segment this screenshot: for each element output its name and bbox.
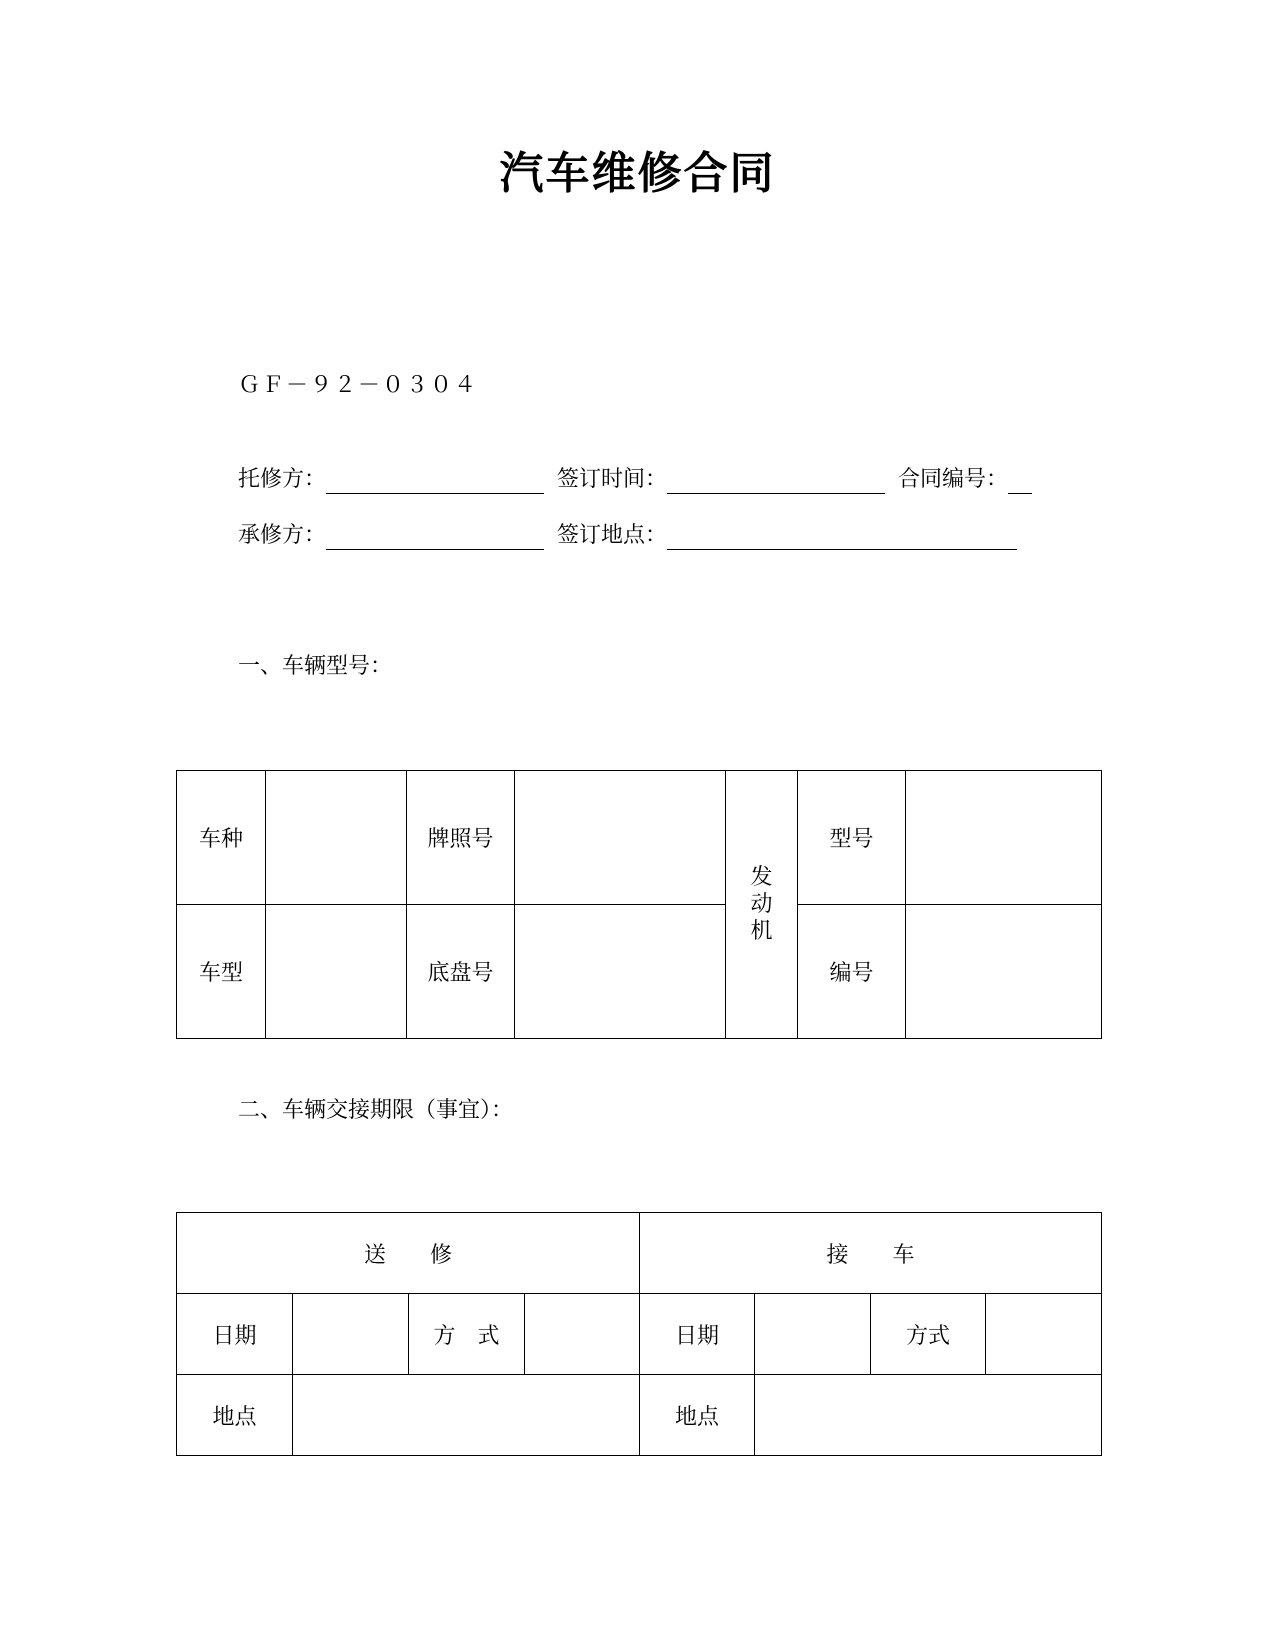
sign-place-label: 签订地点：	[557, 523, 668, 548]
plate-no-label: 牌照号	[407, 771, 515, 905]
sign-place-blank[interactable]	[667, 523, 1017, 550]
pickup-method-label: 方式	[871, 1294, 986, 1375]
vehicle-info-table	[176, 770, 1102, 1039]
repairer-blank[interactable]	[326, 523, 544, 550]
client-blank[interactable]	[326, 467, 544, 494]
engine-model-value[interactable]	[906, 771, 1102, 905]
engine-label	[726, 771, 798, 1039]
contract-no-label: 合同编号：	[898, 467, 1009, 492]
sign-time-blank[interactable]	[667, 467, 885, 494]
pickup-place-label: 地点	[640, 1375, 755, 1456]
send-method-value[interactable]	[525, 1294, 640, 1375]
repairer-label: 承修方：	[238, 523, 327, 548]
send-place-label: 地点	[177, 1375, 293, 1456]
pickup-date-label: 日期	[640, 1294, 755, 1375]
engine-label-char: 动	[750, 892, 773, 917]
document-code: ＧＦ－９２－０３０４	[238, 373, 479, 398]
section-1-heading: 一、车辆型号：	[238, 654, 393, 679]
engine-number-label: 编号	[798, 905, 906, 1039]
header-fields-row-1	[238, 462, 1032, 494]
pickup-place-value[interactable]	[755, 1375, 1102, 1456]
client-label: 托修方：	[238, 467, 327, 492]
engine-number-value[interactable]	[906, 905, 1102, 1039]
chassis-no-label: 底盘号	[407, 905, 515, 1039]
sign-time-label: 签订时间：	[557, 467, 668, 492]
send-date-value[interactable]	[293, 1294, 409, 1375]
vehicle-type-label: 车型	[177, 905, 266, 1039]
vehicle-kind-label: 车种	[177, 771, 266, 905]
engine-label-char: 发	[750, 865, 773, 890]
send-for-repair-header: 送 修	[177, 1213, 640, 1294]
chassis-no-value[interactable]	[515, 905, 726, 1039]
handover-table	[176, 1212, 1102, 1456]
engine-model-label: 型号	[798, 771, 906, 905]
contract-no-blank[interactable]	[1008, 467, 1032, 494]
vehicle-kind-value[interactable]	[266, 771, 407, 905]
engine-label-char: 机	[750, 919, 773, 944]
send-date-label: 日期	[177, 1294, 293, 1375]
pickup-method-value[interactable]	[986, 1294, 1102, 1375]
contract-title: 汽车维修合同	[499, 148, 776, 199]
header-fields-row-2	[238, 518, 1017, 550]
vehicle-type-value[interactable]	[266, 905, 407, 1039]
vehicle-pickup-header: 接 车	[640, 1213, 1102, 1294]
send-place-value[interactable]	[293, 1375, 640, 1456]
plate-no-value[interactable]	[515, 771, 726, 905]
pickup-date-value[interactable]	[755, 1294, 871, 1375]
send-method-label: 方 式	[409, 1294, 525, 1375]
section-2-heading: 二、车辆交接期限（事宜）：	[238, 1098, 514, 1123]
